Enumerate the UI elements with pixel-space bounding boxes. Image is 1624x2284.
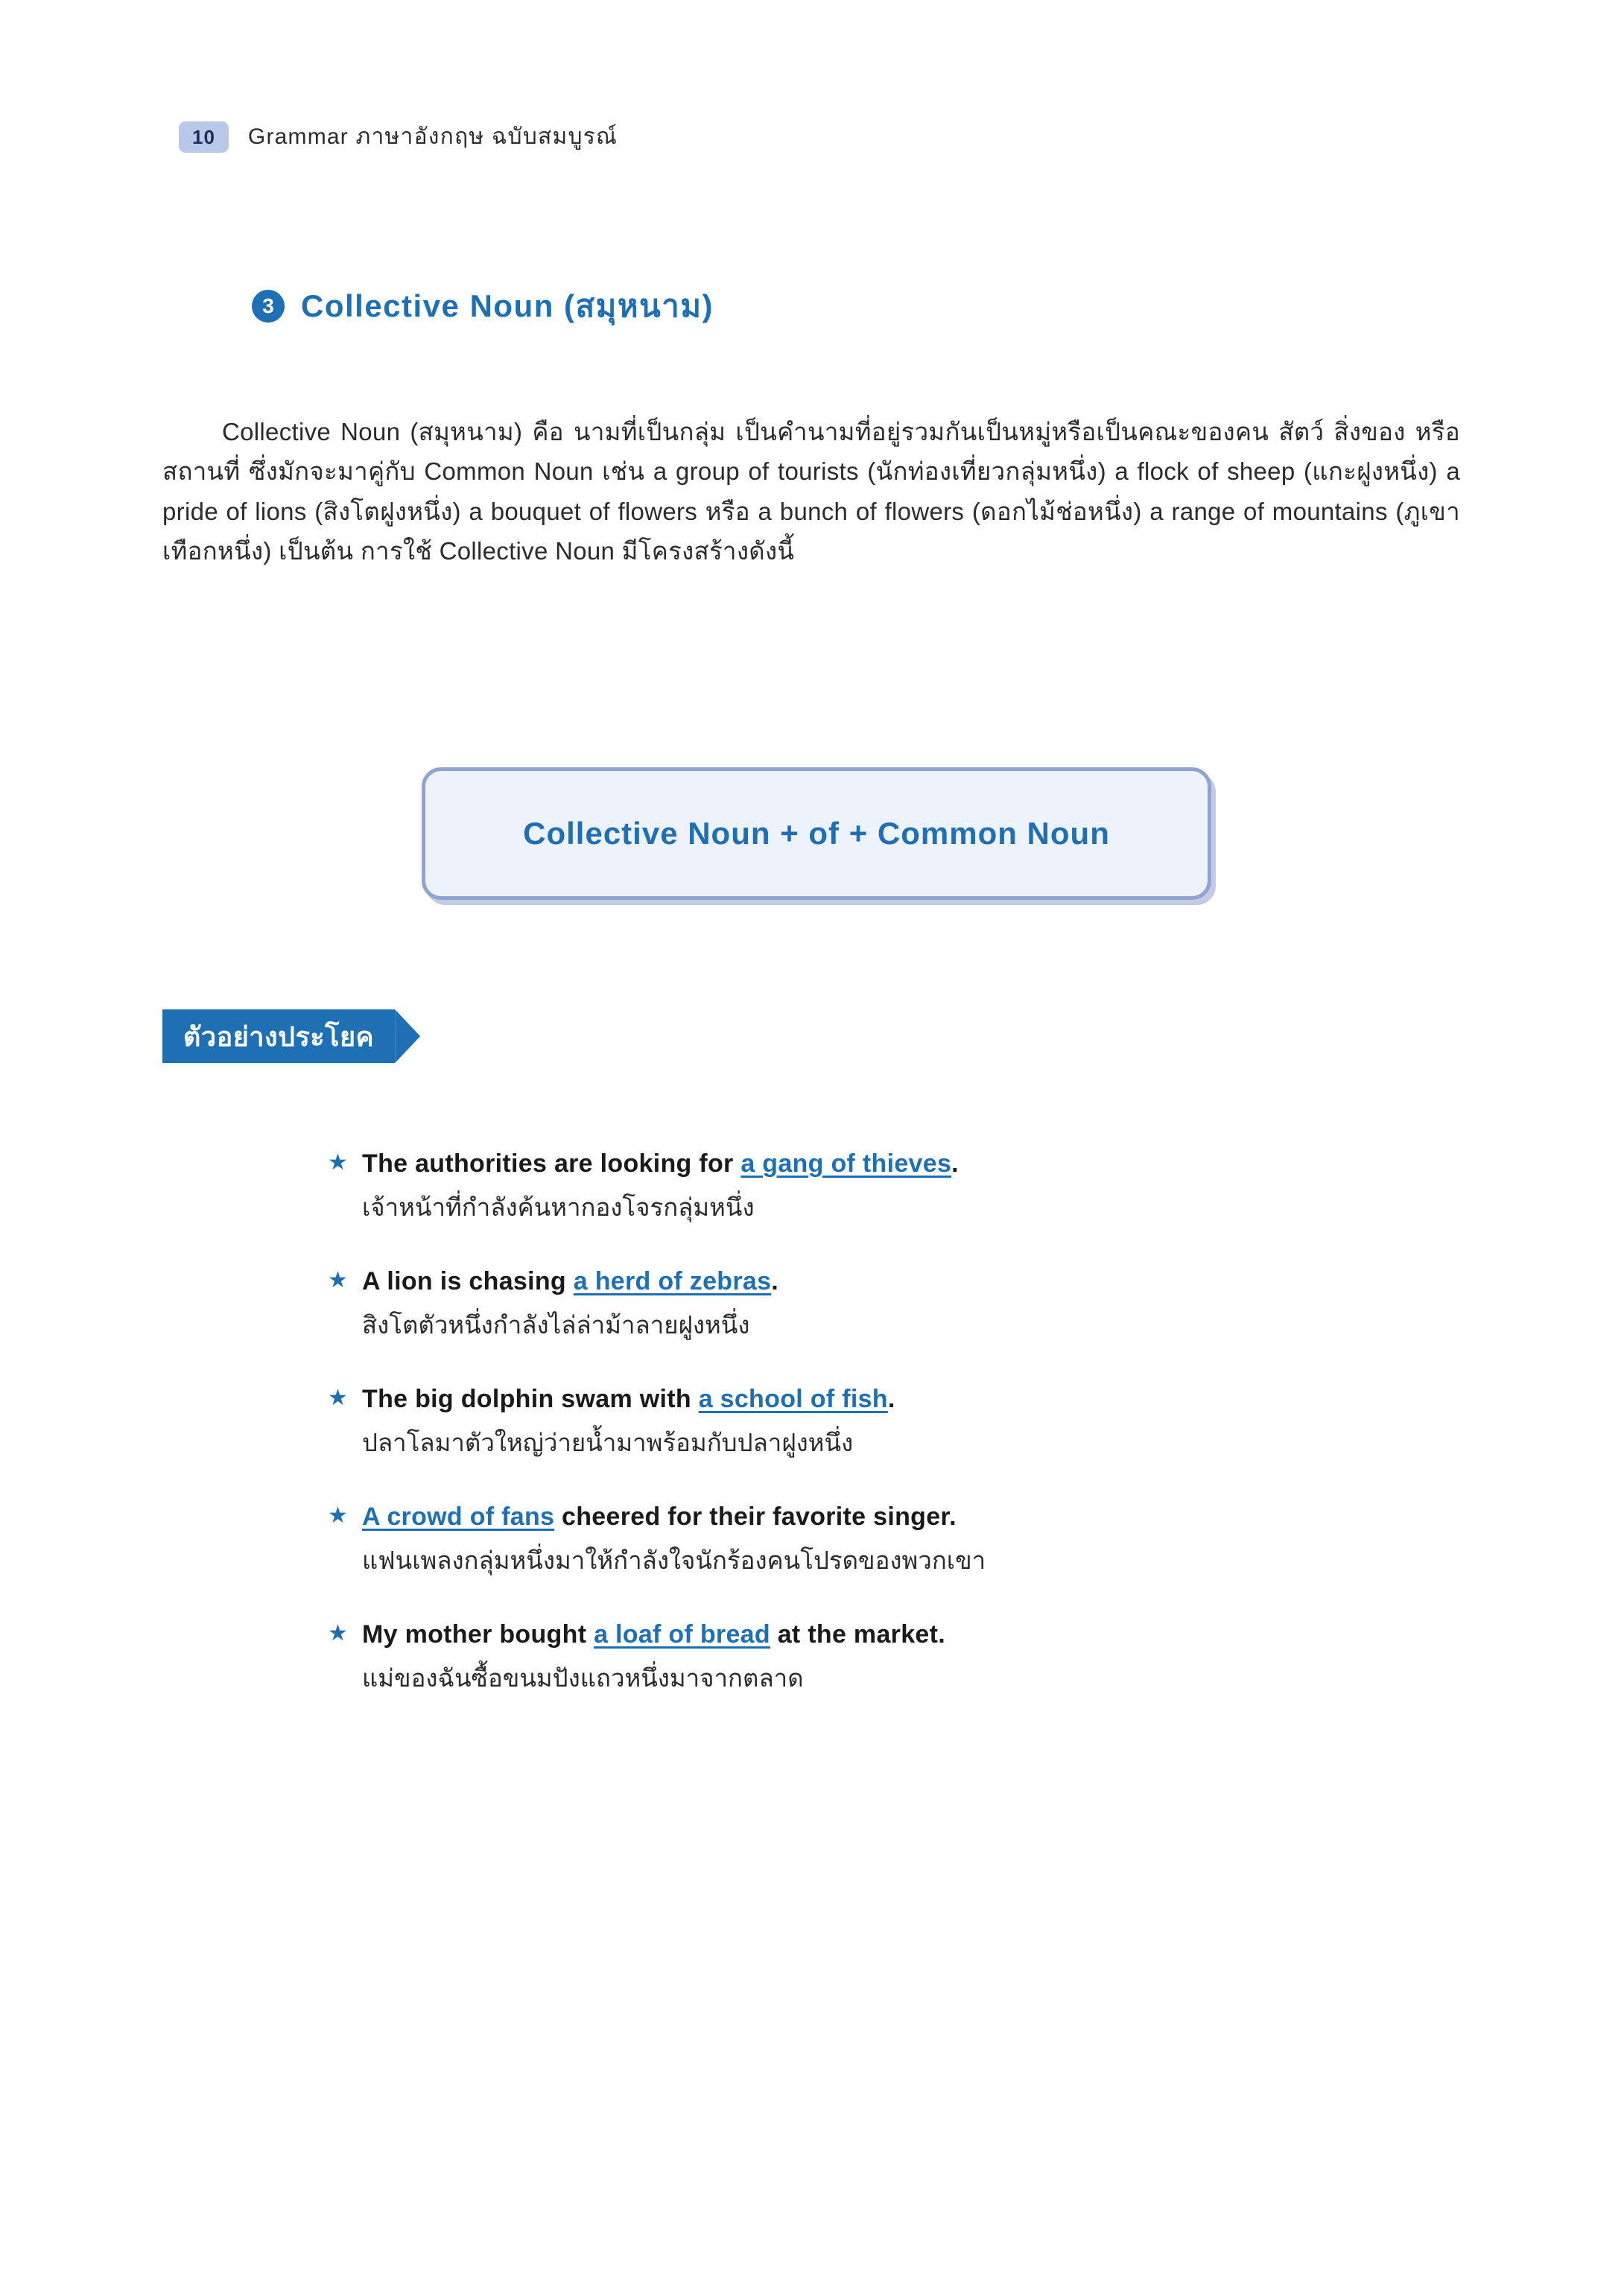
- example-thai: แฟนเพลงกลุ่มหนึ่งมาให้กำลังใจนักร้องคนโปรดของพวกเขา: [362, 1547, 986, 1575]
- page-header: [179, 119, 618, 154]
- formula-text: Collective Noun + of + Common Noun: [523, 816, 1110, 851]
- star-icon: ★: [328, 1503, 348, 1529]
- example-text-before: The big dolphin swam with: [362, 1385, 699, 1414]
- star-icon: ★: [328, 1150, 348, 1175]
- example-english: [362, 1383, 1430, 1417]
- examples-list: [328, 1147, 1430, 1695]
- section-heading: [252, 282, 714, 331]
- example-english: [362, 1618, 1430, 1652]
- list-item: [328, 1383, 1430, 1460]
- example-highlight: a loaf of bread: [594, 1620, 770, 1649]
- page-number-badge: 10: [179, 121, 229, 153]
- example-english: [362, 1147, 1430, 1181]
- ribbon-label: ตัวอย่างประโยค: [162, 1009, 395, 1063]
- body-paragraph: [162, 412, 1460, 571]
- list-item: [328, 1147, 1430, 1225]
- example-text-before: The authorities are looking for: [362, 1149, 741, 1178]
- list-item: [328, 1265, 1430, 1342]
- example-english: [362, 1500, 1430, 1535]
- example-highlight: a gang of thieves: [740, 1149, 952, 1178]
- example-thai: ปลาโลมาตัวใหญ่ว่ายน้ำมาพร้อมกับปลาฝูงหนึ่ง: [362, 1429, 854, 1457]
- example-text-after: .: [771, 1267, 779, 1296]
- star-icon: ★: [328, 1386, 348, 1411]
- example-text-after: at the market.: [770, 1620, 945, 1649]
- list-item: [328, 1618, 1430, 1695]
- examples-ribbon: [162, 1009, 420, 1063]
- page-title: Collective Noun (สมุหนาม): [301, 288, 714, 323]
- example-english: [362, 1265, 1430, 1299]
- paragraph-text: Collective Noun (สมุหนาม) คือ นามที่เป็นกลุ่ม เป็นคำนามที่อยู่รวมกันเป็นหมู่หรือเป็นคณะของคน สัตว์ สิ่งของ หรือสถานที่ ซึ่งมักจะมาคู่กับ Common Noun เช่น a group of tourists (นักท่องเที่ยวกลุ่มหนึ่ง) a flock of sheep (แกะฝูงหนึ่ง) a pride of lions (สิงโตฝูงหนึ่ง) a bouquet of flowers หรือ a bunch of flowers (ดอกไม้ช่อหนึ่ง) a range of mountains (ภูเขาเทือกหนึ่ง) เป็นต้น การใช้ Collective Noun มีโครงสร้างดังนี้: [162, 418, 1460, 565]
- example-text-before: My mother bought: [362, 1620, 594, 1649]
- example-text-after: .: [951, 1149, 959, 1178]
- header-title: Grammar ภาษาอังกฤษ ฉบับสมบูรณ์: [247, 124, 618, 149]
- example-highlight: a school of fish: [698, 1385, 888, 1414]
- example-text-before: A lion is chasing: [362, 1267, 574, 1296]
- example-highlight: a herd of zebras: [573, 1267, 772, 1296]
- ribbon-arrow-icon: [395, 1009, 420, 1063]
- section-number-badge: 3: [252, 290, 285, 323]
- example-highlight: A crowd of fans: [362, 1503, 555, 1532]
- formula-box: [422, 767, 1211, 900]
- star-icon: ★: [328, 1621, 348, 1646]
- example-thai: แม่ของฉันซื้อขนมปังแถวหนึ่งมาจากตลาด: [362, 1664, 804, 1693]
- example-text-after: cheered for their favorite singer.: [554, 1503, 957, 1532]
- example-thai: สิงโตตัวหนึ่งกำลังไล่ล่าม้าลายฝูงหนึ่ง: [362, 1310, 750, 1339]
- example-thai: เจ้าหน้าที่กำลังค้นหากองโจรกลุ่มหนึ่ง: [362, 1193, 755, 1221]
- example-text-after: .: [887, 1385, 895, 1414]
- star-icon: ★: [328, 1268, 348, 1293]
- list-item: [328, 1500, 1430, 1578]
